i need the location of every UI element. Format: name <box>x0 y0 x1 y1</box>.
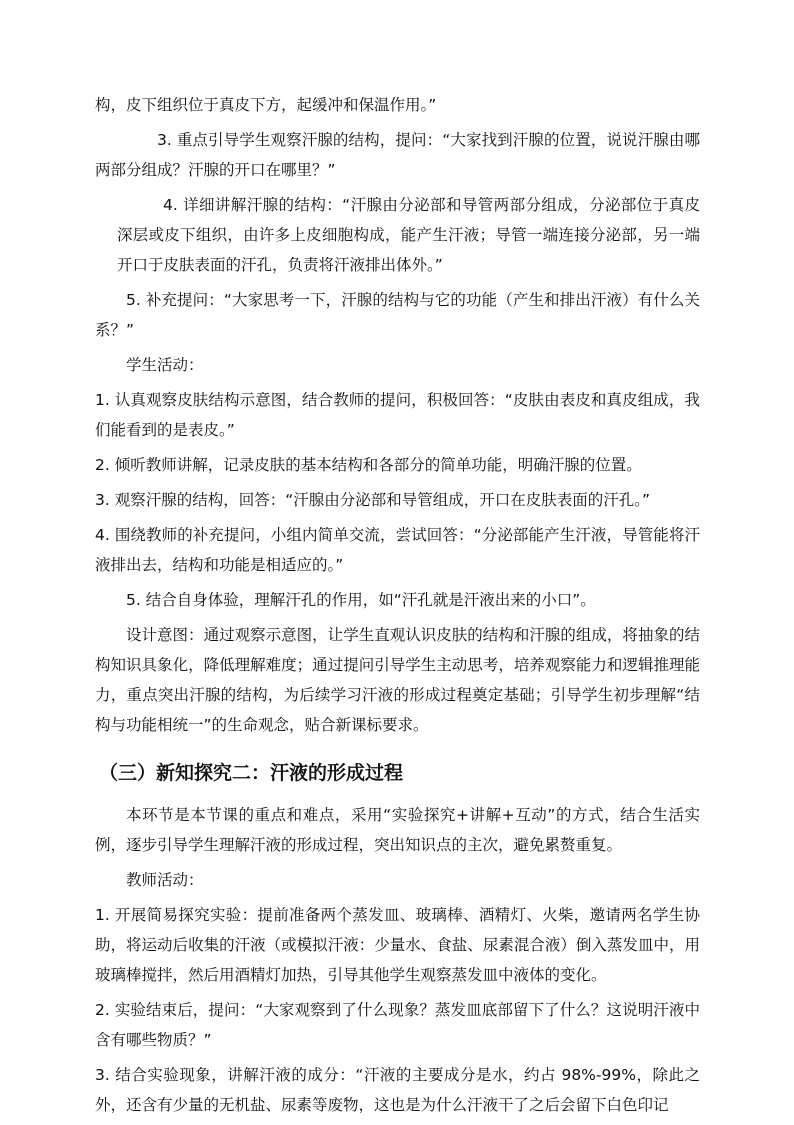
paragraph-teacher-experiment-3: 3. 结合实验现象，讲解汗液的成分：“汗液的主要成分是水，约占 98%-99%，除此之外，还含有少量的无机盐、尿素等废物，这也是为什么汗液干了之后会留下白色印记 <box>95 1066 700 1114</box>
paragraph-student-step-2: 2. 倾听教师讲解，记录皮肤的基本结构和各部分的简单功能，明确汗腺的位置。 <box>95 456 642 474</box>
paragraph-teacher-experiment-1: 1. 开展简易探究实验：提前准备两个蒸发皿、玻璃棒、酒精灯、火柴，邀请两名学生协助，将运动后收集的汗液（或模拟汗液：少量水、食盐、尿素混合液）倒入蒸发皿中，用玻璃棒搅拌，然后用酒精灯加热，引导其他学生观察蒸发皿中液体的变化。 <box>95 906 700 984</box>
label-student-activity: 学生活动： <box>126 356 204 374</box>
paragraph-teacher-experiment-2: 2. 实验结束后，提问：“大家观察到了什么现象？蒸发皿底部留下了什么？这说明汗液中含有哪些物质？” <box>95 1001 700 1049</box>
paragraph-continuation: 构，皮下组织位于真皮下方，起缓冲和保温作用。” <box>95 96 437 114</box>
paragraph-student-step-5: 5. 结合自身体验，理解汗孔的作用，如“汗孔就是汗液出来的小口”。 <box>126 591 596 609</box>
section-heading: （三）新知探究二：汗液的形成过程 <box>99 762 404 784</box>
paragraph-section-intro: 本环节是本节课的重点和难点，采用“实验探究+讲解+互动”的方式，结合生活实例，逐步引导学生理解汗液的形成过程，突出知识点的主次，避免累赘重复。 <box>95 806 700 854</box>
paragraph-teacher-step-4: 4. 详细讲解汗腺的结构：“汗腺由分泌部和导管两部分组成，分泌部位于真皮深层或皮下组织，由许多上皮细胞构成，能产生汗液；导管一端连接分泌部，另一端开口于皮肤表面的汗孔，负责将汗液排出体外。” <box>117 196 700 274</box>
paragraph-teacher-step-3: 3. 重点引导学生观察汗腺的结构，提问：“大家找到汗腺的位置，说说汗腺由哪两部分组成？汗腺的开口在哪里？” <box>95 131 700 179</box>
paragraph-teacher-step-5: 5. 补充提问：“大家思考一下，汗腺的结构与它的功能（产生和排出汗液）有什么关系？” <box>95 291 700 339</box>
paragraph-student-step-4: 4. 围绕教师的补充提问，小组内简单交流，尝试回答：“分泌部能产生汗液，导管能将汗液排出去，结构和功能是相适应的。” <box>95 526 700 574</box>
paragraph-design-intent: 设计意图：通过观察示意图，让学生直观认识皮肤的结构和汗腺的组成，将抽象的结构知识具象化，降低理解难度；通过提问引导学生主动思考，培养观察能力和逻辑推理能力，重点突出汗腺的结构，为后续学习汗液的形成过程奠定基础；引导学生初步理解“结构与功能相统一”的生命观念，贴合新课标要求。 <box>95 626 700 734</box>
paragraph-student-step-1: 1. 认真观察皮肤结构示意图，结合教师的提问，积极回答：“皮肤由表皮和真皮组成，我们能看到的是表皮。” <box>95 391 700 439</box>
document-body <box>95 90 700 1125</box>
label-teacher-activity: 教师活动： <box>126 871 204 889</box>
paragraph-student-step-3: 3. 观察汗腺的结构，回答：“汗腺由分泌部和导管组成，开口在皮肤表面的汗孔。” <box>95 491 651 509</box>
